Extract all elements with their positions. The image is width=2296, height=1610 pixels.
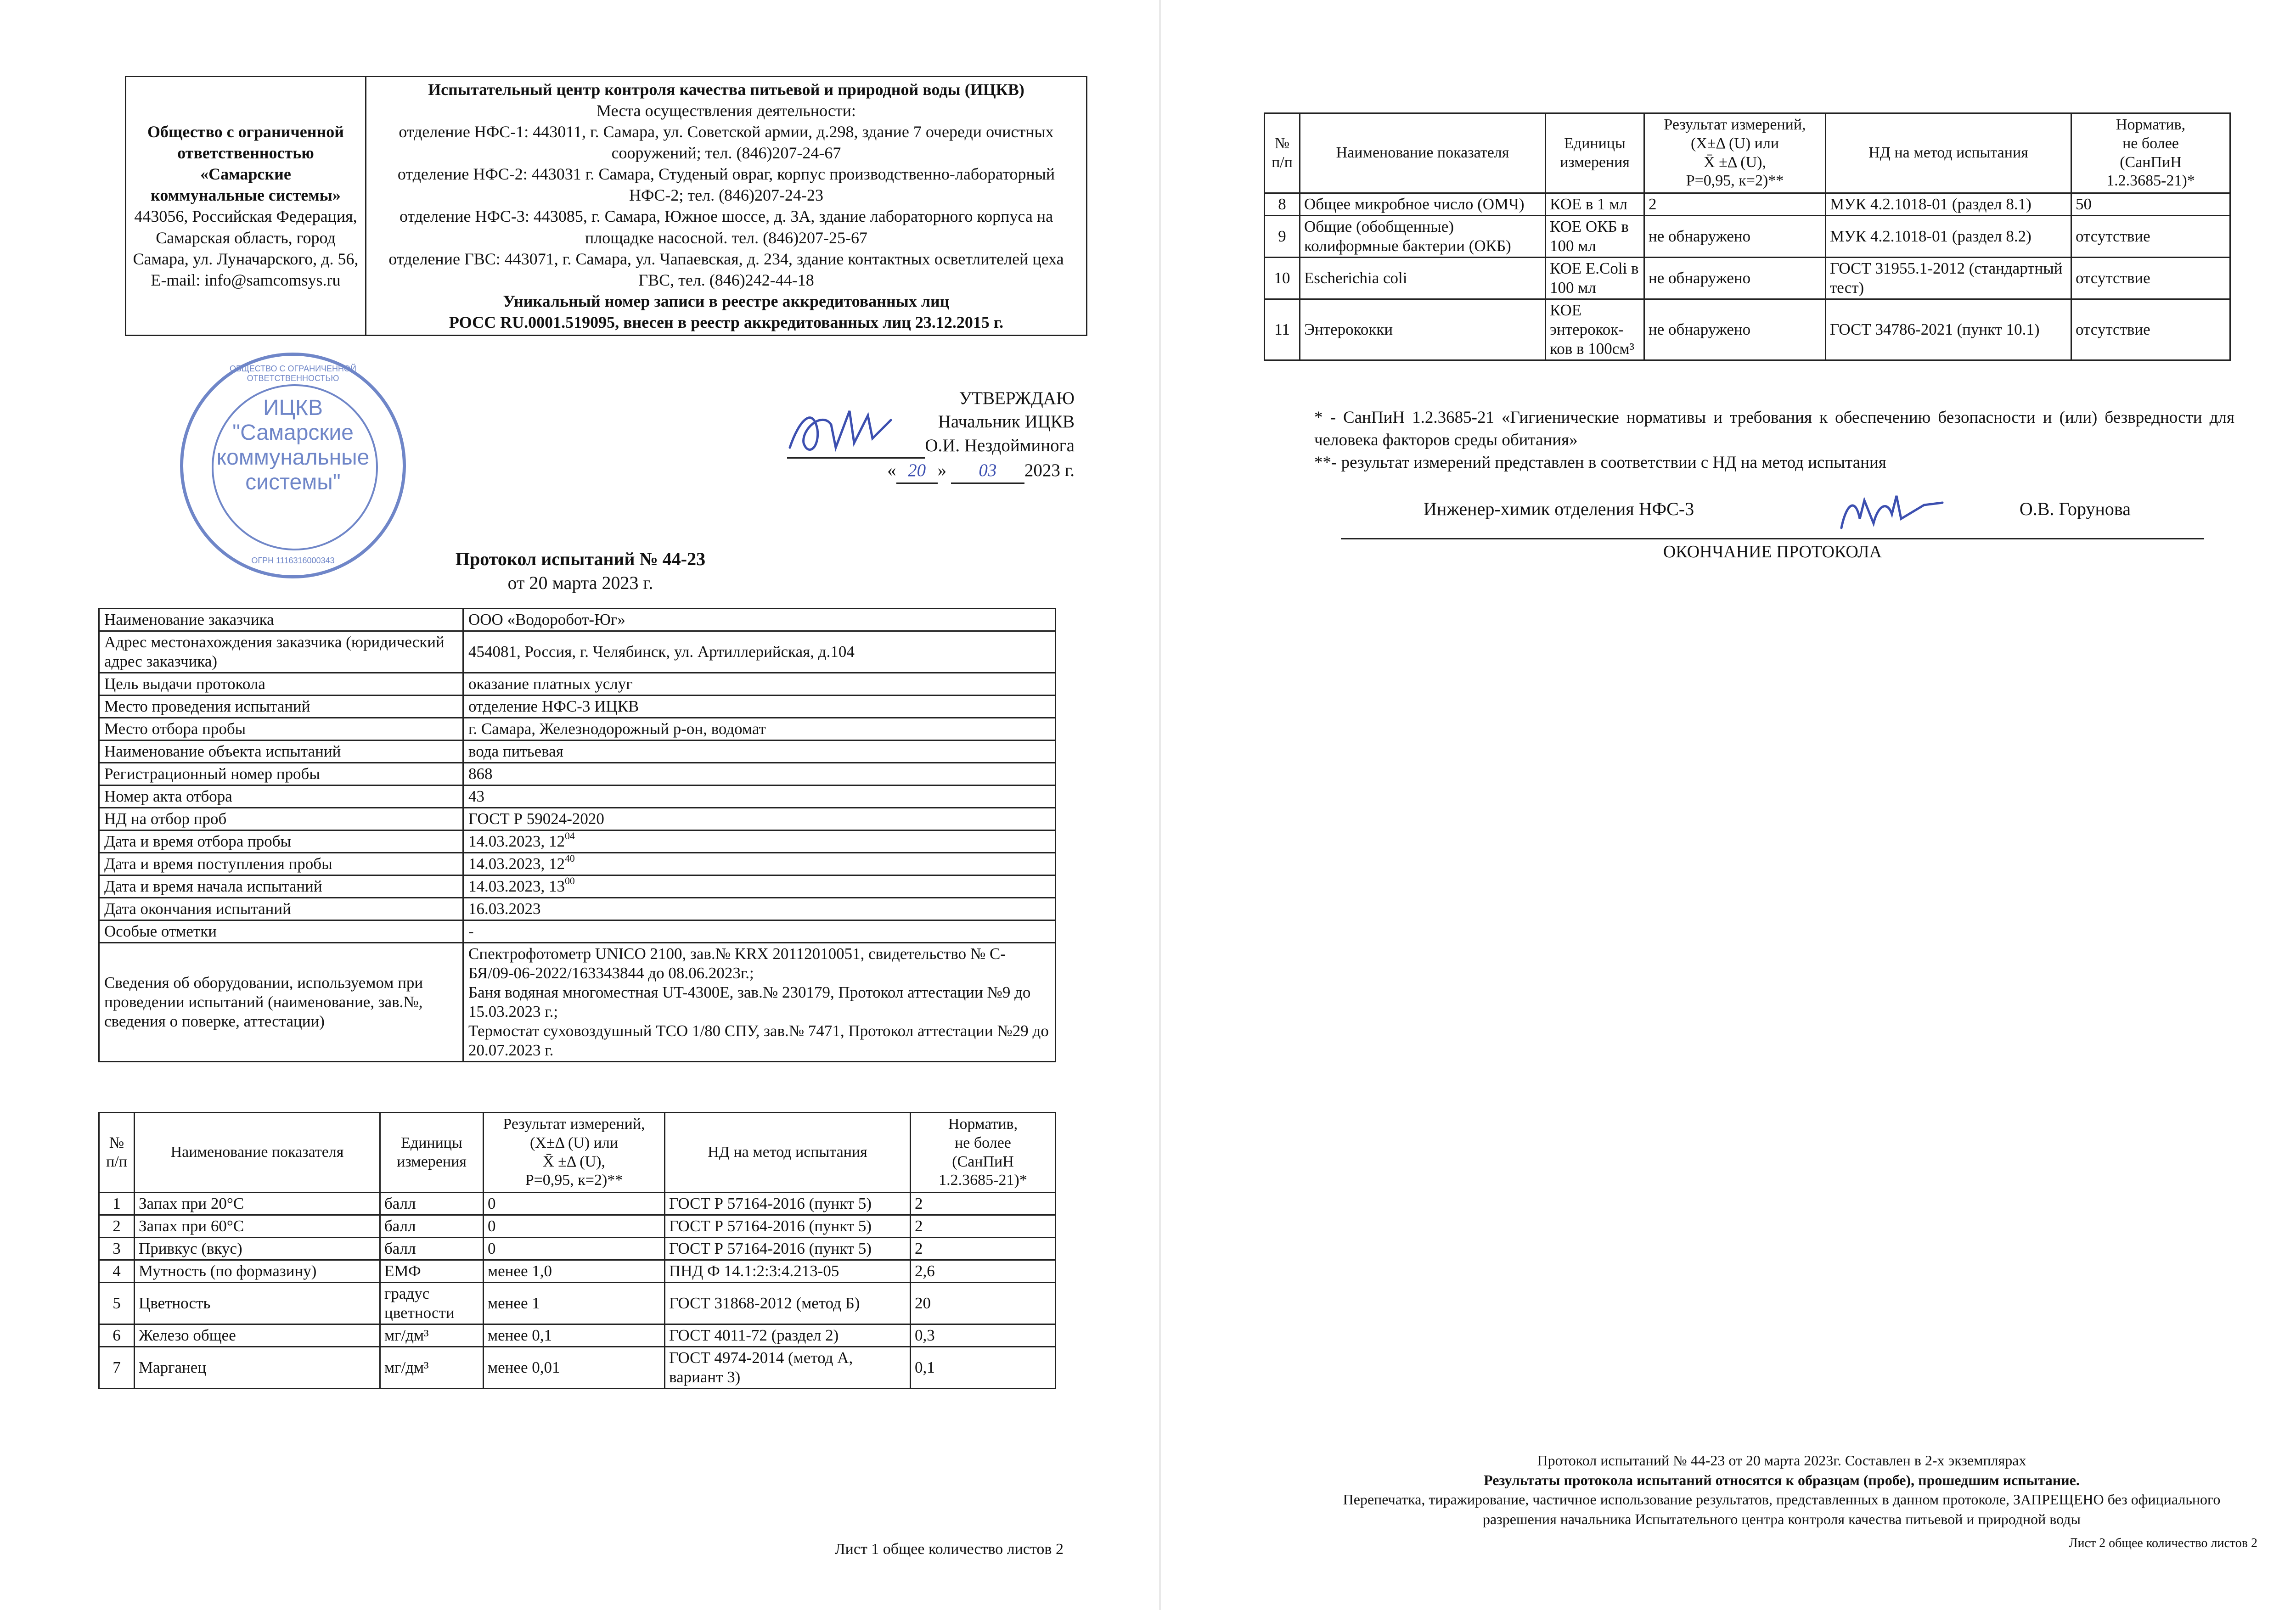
result-name: Запах при 20°С [135, 1193, 380, 1215]
result-method: МУК 4.2.1018-01 (раздел 8.1) [1826, 193, 2071, 216]
result-norm: 2 [911, 1238, 1056, 1260]
result-name: Привкус (вкус) [135, 1238, 380, 1260]
result-unit: КОЕ энтерокок-ков в 100см³ [1546, 299, 1644, 360]
info-row [99, 718, 1056, 740]
result-num: 8 [1265, 193, 1300, 216]
info-key: Дата и время отбора пробы [99, 830, 463, 853]
info-value [463, 875, 1056, 898]
info-row [99, 631, 1056, 673]
end-of-protocol: ОКОНЧАНИЕ ПРОТОКОЛА [1663, 542, 1882, 561]
result-unit: КОЕ E.Coli в 100 мл [1546, 258, 1644, 299]
info-row [99, 920, 1056, 943]
result-norm: 2 [911, 1193, 1056, 1215]
result-unit: балл [380, 1238, 484, 1260]
footnotes [1314, 406, 2234, 474]
result-value: менее 0,01 [484, 1347, 665, 1389]
info-row [99, 696, 1056, 718]
info-value [463, 853, 1056, 875]
col-result-l1: Результат измерений, [1664, 116, 1806, 133]
org-email: E-mail: info@samcomsys.ru [151, 270, 341, 289]
result-value: менее 1,0 [484, 1260, 665, 1283]
result-row [1265, 216, 2230, 258]
result-unit: градус цветности [380, 1283, 484, 1324]
result-value: 0 [484, 1238, 665, 1260]
approve-day: 20 [896, 459, 938, 483]
info-value [463, 830, 1056, 853]
info-value: 43 [463, 785, 1056, 808]
result-norm: отсутствие [2071, 216, 2230, 258]
stamp-line-1: ИЦКВ [263, 396, 323, 420]
info-value: ООО «Водоробот-Юг» [463, 609, 1056, 631]
signer-block [1424, 498, 2131, 520]
info-row [99, 830, 1056, 853]
result-unit: мг/дм³ [380, 1347, 484, 1389]
result-unit: КОЕ в 1 мл [1546, 193, 1644, 216]
result-name: Мутность (по формазину) [135, 1260, 380, 1283]
info-value: отделение НФС-3 ИЦКВ [463, 696, 1056, 718]
result-method: ГОСТ Р 57164-2016 (пункт 5) [665, 1193, 911, 1215]
datetime-value: 14.03.2023, 12 [468, 855, 565, 873]
datetime-value: 14.03.2023, 13 [468, 877, 565, 895]
sample-info-table [98, 608, 1056, 1062]
approve-label: УТВЕРЖДАЮ [959, 388, 1075, 408]
result-norm: отсутствие [2071, 258, 2230, 299]
stamp-line-2: "Самарские [232, 421, 354, 445]
col-norm-l2: не более [2122, 135, 2179, 152]
col-norm-l3: (СанПиН [952, 1153, 1014, 1170]
approve-name [781, 434, 1075, 459]
place-nfs1: отделение НФС-1: 443011, г. Самара, ул. Советской армии, д.298, здание 7 очереди очистных сооружений; тел. (846)207-24-67 [399, 123, 1054, 163]
equipment-line: Термостат суховоздушный ТСО 1/80 СПУ, зав.№ 7471, Протокол аттестации №29 до 20.07.2023 г. [468, 1022, 1049, 1059]
result-unit: мг/дм³ [380, 1324, 484, 1347]
org-address: 443056, Российская Федерация, Самарская область, город Самара, ул. Луначарского, д. 56, [133, 207, 359, 268]
result-num: 7 [99, 1347, 135, 1389]
info-row [99, 853, 1056, 875]
col-result [484, 1113, 665, 1193]
col-norm-l1: Норматив, [2116, 116, 2186, 133]
stamp-line-4: системы" [245, 470, 341, 494]
equipment-value [463, 943, 1056, 1062]
col-method: НД на метод испытания [1826, 113, 2071, 193]
info-row [99, 609, 1056, 631]
info-row [99, 875, 1056, 898]
info-value: - [463, 920, 1056, 943]
signer-name: О.В. Горунова [2019, 499, 2131, 519]
info-key: Наименование заказчика [99, 609, 463, 631]
org-name-3: «Самарские [200, 165, 291, 184]
info-row [99, 785, 1056, 808]
result-value: 0 [484, 1193, 665, 1215]
approval-block [781, 387, 1075, 484]
result-name: Escherichia coli [1300, 258, 1546, 299]
results-header-row [99, 1113, 1056, 1193]
result-num: 5 [99, 1283, 135, 1324]
result-norm: отсутствие [2071, 299, 2230, 360]
info-row [99, 808, 1056, 830]
result-row [99, 1324, 1056, 1347]
approve-date [781, 459, 1075, 483]
center-title: Испытательный центр контроля качества питьевой и природной воды (ИЦКВ) [428, 80, 1024, 99]
result-value: менее 1 [484, 1283, 665, 1324]
result-value: не обнаружено [1644, 216, 1826, 258]
sheet-number-1: Лист 1 общее количество листов 2 [834, 1541, 1064, 1558]
result-num: 6 [99, 1324, 135, 1347]
approve-month: 03 [951, 459, 1024, 483]
result-norm: 2 [911, 1215, 1056, 1238]
result-name: Марганец [135, 1347, 380, 1389]
results-table-page-2 [1264, 112, 2231, 361]
stamp-line-3: коммунальные [216, 445, 370, 470]
info-key: Адрес местонахождения заказчика (юридический адрес заказчика) [99, 631, 463, 673]
result-num: 3 [99, 1238, 135, 1260]
approve-year: 2023 г. [1024, 460, 1075, 481]
info-value: 868 [463, 763, 1056, 785]
stamp-ogrn: ОГРН 1116316000343 [251, 556, 335, 565]
info-row [99, 943, 1056, 1062]
result-method: ГОСТ Р 57164-2016 (пункт 5) [665, 1215, 911, 1238]
center-cell [366, 77, 1087, 336]
col-norm-l2: не более [955, 1134, 1011, 1151]
info-key: НД на отбор проб [99, 808, 463, 830]
footer-line-3: Перепечатка, тиражирование, частичное использование результатов, представленных в данном протоколе, ЗАПРЕЩЕНО без официального разрешения начальника Испытательного центра контроля качества питьевой и природной воды [1343, 1491, 2221, 1527]
footnote-sanpin: * - СанПиН 1.2.3685-21 «Гигиенические нормативы и требования к обеспечению безопасности и (или) безвредности для человека факторов среды обитания» [1314, 408, 2234, 450]
approve-position: Начальник ИЦКВ [938, 412, 1075, 432]
result-value: не обнаружено [1644, 299, 1826, 360]
col-unit: Единицы измерения [1546, 113, 1644, 193]
col-norm [2071, 113, 2230, 193]
result-num: 1 [99, 1193, 135, 1215]
registry-line-1: Уникальный номер записи в реестре аккредитованных лиц [503, 292, 950, 310]
info-row [99, 763, 1056, 785]
result-name: Цветность [135, 1283, 380, 1324]
result-method: ГОСТ 34786-2021 (пункт 10.1) [1826, 299, 2071, 360]
stamp-ring-text: ОБЩЕСТВО С ОГРАНИЧЕННОЙ ОТВЕТСТВЕННОСТЬЮ [230, 364, 356, 383]
col-name: Наименование показателя [135, 1113, 380, 1193]
result-unit: ЕМФ [380, 1260, 484, 1283]
result-num: 11 [1265, 299, 1300, 360]
result-method: ПНД Ф 14.1:2:3:4.213-05 [665, 1260, 911, 1283]
result-method: ГОСТ 31868-2012 (метод Б) [665, 1283, 911, 1324]
result-method: ГОСТ Р 57164-2016 (пункт 5) [665, 1238, 911, 1260]
result-unit: балл [380, 1193, 484, 1215]
org-cell [126, 77, 366, 336]
protocol-date: от 20 марта 2023 г. [507, 572, 653, 593]
col-unit: Единицы измерения [380, 1113, 484, 1193]
col-norm-l1: Норматив, [948, 1116, 1018, 1133]
result-value: не обнаружено [1644, 258, 1826, 299]
org-name-2: ответственностью [177, 144, 314, 163]
datetime-minutes: 40 [565, 853, 575, 864]
registry-line-2: РОСС RU.0001.519095, внесен в реестр аккредитованных лиц 23.12.2015 г. [449, 313, 1004, 331]
footer-line-2: Результаты протокола испытаний относятся к образцам (пробе), прошедшим испытание. [1484, 1471, 2080, 1488]
info-value: вода питьевая [463, 740, 1056, 763]
col-norm-l4: 1.2.3685-21)* [939, 1172, 1027, 1189]
result-row [1265, 258, 2230, 299]
info-key: Место проведения испытаний [99, 696, 463, 718]
info-key: Особые отметки [99, 920, 463, 943]
info-key: Дата и время начала испытаний [99, 875, 463, 898]
datetime-minutes: 04 [565, 830, 575, 841]
footer-line-1: Протокол испытаний № 44-23 от 20 марта 2023г. Составлен в 2-х экземплярах [1537, 1452, 2026, 1469]
result-norm: 2,6 [911, 1260, 1056, 1283]
result-row [99, 1215, 1056, 1238]
col-method: НД на метод испытания [665, 1113, 911, 1193]
org-name-1: Общество с ограниченной [147, 123, 344, 141]
info-key: Дата и время поступления пробы [99, 853, 463, 875]
result-num: 2 [99, 1215, 135, 1238]
result-method: ГОСТ 4974-2014 (метод А, вариант 3) [665, 1347, 911, 1389]
place-gvs: отделение ГВС: 443071, г. Самара, ул. Чапаевская, д. 234, здание контактных осветлителей цеха ГВС, тел. (846)242-44-18 [388, 249, 1064, 289]
organization-header [125, 76, 1087, 336]
col-name: Наименование показателя [1300, 113, 1546, 193]
results-header-row [1265, 113, 2230, 193]
signer-position: Инженер-химик отделения НФС-3 [1424, 499, 1694, 519]
col-norm [911, 1113, 1056, 1193]
datetime-value: 14.03.2023, 12 [468, 832, 565, 850]
approve-date-open: « [887, 460, 896, 481]
footnote-result: **- результат измерений представлен в соответствии с НД на метод испытания [1314, 453, 1886, 472]
col-result-l3: X̄ ±Δ (U), [543, 1153, 605, 1170]
info-row [99, 898, 1056, 920]
info-key: Дата окончания испытаний [99, 898, 463, 920]
result-value: менее 0,1 [484, 1324, 665, 1347]
approve-name-text: О.И. Нездойминога [925, 435, 1075, 455]
col-result [1644, 113, 1826, 193]
result-row [99, 1193, 1056, 1215]
equipment-key: Сведения об оборудовании, используемом при проведении испытаний (наименование, зав.№, сведения о поверке, аттестации) [99, 943, 463, 1062]
places-label: Места осуществления деятельности: [597, 101, 856, 120]
result-num: 10 [1265, 258, 1300, 299]
result-unit: балл [380, 1215, 484, 1238]
info-value: г. Самара, Железнодорожный р-он, водомат [463, 718, 1056, 740]
result-row [99, 1260, 1056, 1283]
info-key: Регистрационный номер пробы [99, 763, 463, 785]
info-value: 454081, Россия, г. Челябинск, ул. Артиллерийская, д.104 [463, 631, 1056, 673]
col-result-l2: (Х±Δ (U) или [1690, 135, 1779, 152]
result-row [1265, 299, 2230, 360]
result-method: ГОСТ 4011-72 (раздел 2) [665, 1324, 911, 1347]
end-divider [1341, 538, 2204, 539]
info-key: Наименование объекта испытаний [99, 740, 463, 763]
page-footer [1313, 1451, 2250, 1529]
result-name: Общие (обобщенные) колиформные бактерии (ОКБ) [1300, 216, 1546, 258]
datetime-minutes: 00 [565, 875, 575, 886]
result-row [1265, 193, 2230, 216]
result-row [99, 1347, 1056, 1389]
result-row [99, 1283, 1056, 1324]
col-norm-l4: 1.2.3685-21)* [2106, 172, 2195, 190]
col-norm-l3: (СанПиН [2120, 153, 2182, 171]
result-unit: КОЕ ОКБ в 100 мл [1546, 216, 1644, 258]
col-num: № п/п [1265, 113, 1300, 193]
result-norm: 50 [2071, 193, 2230, 216]
info-key: Место отбора пробы [99, 718, 463, 740]
protocol-title: Протокол испытаний № 44-23 [455, 549, 706, 569]
col-result-l4: Р=0,95, к=2)** [525, 1172, 623, 1189]
result-num: 4 [99, 1260, 135, 1283]
info-row [99, 673, 1056, 696]
info-row [99, 740, 1056, 763]
result-norm: 0,1 [911, 1347, 1056, 1389]
info-value: оказание платных услуг [463, 673, 1056, 696]
result-method: МУК 4.2.1018-01 (раздел 8.2) [1826, 216, 2071, 258]
result-num: 9 [1265, 216, 1300, 258]
organization-stamp [180, 353, 406, 578]
approve-date-mid: » [937, 460, 947, 481]
equipment-line: Спектрофотометр UNICO 2100, зав.№ KRX 20112010051, свидетельство № С-БЯ/09-06-2022/163343844 до 08.06.2023г.; [468, 945, 1006, 982]
protocol-title-block [0, 547, 1161, 595]
col-result-l4: Р=0,95, к=2)** [1686, 172, 1784, 190]
result-norm: 0,3 [911, 1324, 1056, 1347]
col-result-l2: (Х±Δ (U) или [529, 1134, 619, 1151]
equipment-line: Баня водяная многоместная UT-4300E, зав.№ 230179, Протокол аттестации №9 до 15.03.2023 г.; [468, 983, 1031, 1021]
col-num: № п/п [99, 1113, 135, 1193]
info-value: 16.03.2023 [463, 898, 1056, 920]
result-name: Общее микробное число (ОМЧ) [1300, 193, 1546, 216]
place-nfs2: отделение НФС-2: 443031 г. Самара, Студеный овраг, корпус производственно-лабораторный НФС-2; тел. (846)207-24-23 [397, 165, 1055, 205]
result-row [99, 1238, 1056, 1260]
info-key: Цель выдачи протокола [99, 673, 463, 696]
result-value: 0 [484, 1215, 665, 1238]
result-value: 2 [1644, 193, 1826, 216]
result-method: ГОСТ 31955.1-2012 (стандартный тест) [1826, 258, 2071, 299]
result-norm: 20 [911, 1283, 1056, 1324]
result-name: Железо общее [135, 1324, 380, 1347]
info-value: ГОСТ Р 59024-2020 [463, 808, 1056, 830]
results-table-page-1 [98, 1112, 1056, 1389]
result-name: Запах при 60°С [135, 1215, 380, 1238]
result-name: Энтерококки [1300, 299, 1546, 360]
place-nfs3: отделение НФС-3: 443085, г. Самара, Южное шоссе, д. 3А, здание лабораторного корпуса на площадке насосной. тел. (846)207-25-67 [399, 207, 1053, 247]
col-result-l3: X̄ ±Δ (U), [1704, 153, 1766, 171]
sheet-number-2: Лист 2 общее количество листов 2 [2069, 1536, 2257, 1550]
org-name-4: коммунальные системы» [151, 186, 341, 205]
info-key: Номер акта отбора [99, 785, 463, 808]
col-result-l1: Результат измерений, [503, 1116, 645, 1133]
